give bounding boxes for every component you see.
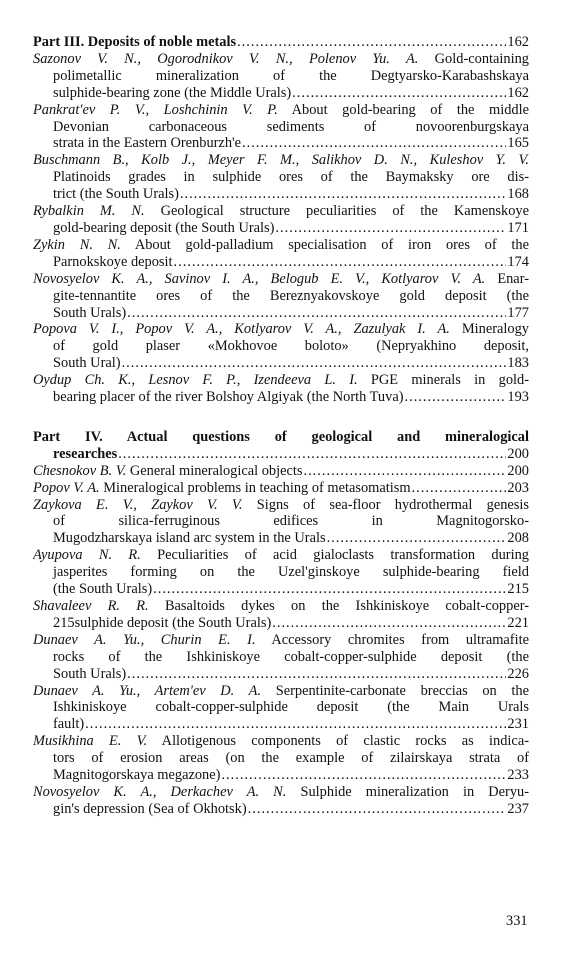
toc-entry[interactable] [33, 480, 529, 497]
entry-title-last-line: South Urals) [53, 304, 127, 321]
toc-entry[interactable] [33, 271, 529, 322]
entry-page-number: 215 [507, 581, 529, 598]
entry-title-last-line: strata in the Eastern Orenburzh'e [53, 135, 241, 152]
dot-leader [292, 85, 506, 102]
entry-page-number: 177 [507, 304, 529, 321]
dot-leader [412, 480, 507, 497]
entry-page-number: 226 [507, 665, 529, 682]
entry-title-line: Serpentinite-carbonate breccias on the [261, 682, 529, 699]
entry-title-line: Devonian carbonaceous sediments of novoorenburgskaya [53, 118, 529, 135]
entry-authors: Popova V. I., Popov V. A., Kotlyarov V. A., Zazulyak I. A. [33, 321, 450, 338]
entry-title-line: Ishkiniskoye cobalt-copper-sulphide deposit (the Main Urals [53, 699, 529, 716]
toc-entry[interactable] [33, 497, 529, 548]
page-number: 331 [506, 913, 528, 929]
dot-leader [237, 34, 506, 51]
entry-authors: Shavaleev R. R. [33, 598, 149, 614]
entry-authors: Novosyelov K. A., Derkachev A. N. [33, 783, 287, 800]
entry-title-line: About gold-bearing of the middle [277, 101, 529, 118]
entry-authors: Dunaev A. Yu., Artem'ev D. A. [33, 682, 262, 699]
toc-entry[interactable] [33, 321, 529, 372]
part-title: Part IV. Actual questions of geological and mineralogical [33, 428, 529, 445]
dot-leader [275, 220, 506, 237]
entry-authors: Popov V. A. [33, 479, 100, 496]
entry-title-last-line: South Urals) [53, 665, 127, 682]
entry-page-number: 200 [507, 462, 529, 479]
toc-entry[interactable] [33, 547, 529, 598]
entry-title-line: Allotigenous components of clastic rocks as indica- [147, 733, 529, 750]
toc-entry[interactable] [33, 102, 529, 153]
entry-page-number: 183 [507, 355, 529, 372]
entry-title-line: Peculiarities of acid gialoclasts transformation during [140, 547, 529, 564]
entry-title-line: About gold-palladium specialisation of iron ores of the [120, 236, 529, 253]
toc-entry[interactable] [33, 463, 529, 480]
entry-title-last-line: (the South Urals) [53, 581, 153, 598]
entry-title-line: Sulphide mineralization in Deryu- [286, 783, 529, 800]
entry-title-last-line: Magnitogorskaya megazone) [53, 767, 221, 784]
entry-authors: Novosyelov K. A., Savinov I. A., Belogub E. V., Kotlyarov V. A. [33, 270, 486, 287]
entry-authors: Oydup Ch. K., Lesnov F. P., Izendeeva L. I. [33, 372, 358, 389]
entry-title: General mineralogical objects [126, 462, 303, 479]
entry-title-line: Accessory chromites from ultramafite [255, 631, 529, 648]
entry-title-line: gite-tennantite ores of the Bereznyakovskoye gold deposit (the [53, 287, 529, 304]
dot-leader [242, 135, 506, 152]
part-heading [33, 34, 529, 51]
entry-title-line: Basaltoids dykes on the Ishkiniskoye cobalt-copper- [148, 598, 529, 614]
entry-title-last-line: Parnokskoye deposit [53, 253, 173, 270]
entry-title-line: Enar- [485, 270, 529, 287]
toc-entry[interactable] [33, 237, 529, 271]
part-page-number: 162 [507, 34, 529, 50]
table-of-contents [33, 34, 529, 818]
entry-title-last-line: fault) [53, 716, 85, 733]
dot-leader [303, 463, 506, 480]
dot-leader [174, 254, 507, 271]
dot-leader [405, 389, 507, 406]
entry-authors: Chesnokov B. V. [33, 462, 127, 479]
part-title-text: Part III. Deposits of noble metals [33, 34, 237, 50]
entry-page-number: 168 [507, 186, 529, 203]
dot-leader [127, 666, 506, 683]
entry-title-line: polimetallic mineralization of the Degtyarsko-Karabashskaya [53, 67, 529, 84]
toc-entry[interactable] [33, 733, 529, 784]
entry-authors: Buschmann B., Kolb J., Meyer F. M., Salikhov D. N., Kuleshov Y. V. [33, 152, 529, 169]
entry-authors: Pankrat'ev P. V., Loshchinin V. P. [33, 101, 278, 118]
entry-title-last-line: gin's depression (Sea of Okhotsk) [53, 800, 247, 817]
dot-leader [327, 530, 507, 547]
toc-entry[interactable] [33, 203, 529, 237]
dot-leader [248, 801, 507, 818]
entry-authors: Rybalkin M. N. [33, 203, 145, 220]
entry-title-line: rocks of the Ishkiniskoye cobalt-copper-sulphide deposit (the [53, 648, 529, 665]
entry-title-line: PGE minerals in gold- [357, 372, 529, 389]
dot-leader [221, 767, 506, 784]
entry-title-line: tors of erosion areas (on the example of zilairskaya strata of [53, 750, 529, 767]
part-heading [33, 429, 529, 463]
toc-entry[interactable] [33, 683, 529, 734]
dot-leader [118, 446, 506, 463]
toc-entry[interactable] [33, 372, 529, 406]
entry-title-line: Platinoids grades in sulphide ores of the Baymaksky ore dis- [53, 169, 529, 186]
toc-entry[interactable] [33, 152, 529, 203]
entry-title-line: Signs of sea-floor hydrothermal genesis [242, 496, 529, 513]
dot-leader [127, 305, 506, 322]
toc-entry[interactable] [33, 598, 529, 632]
entry-page-number: 171 [507, 219, 529, 236]
entry-title-line: of silica-ferruginous edifices in Magnitogorsko- [53, 513, 529, 530]
dot-leader [85, 716, 506, 733]
entry-page-number: 221 [507, 614, 529, 631]
part-page-number: 200 [507, 445, 529, 462]
entry-page-number: 231 [507, 716, 529, 733]
entry-authors: Sazonov V. N., Ogorodnikov V. N., Polenov Yu. A. [33, 50, 419, 67]
toc-entry[interactable] [33, 632, 529, 683]
entry-title-line: Mineralogy [449, 321, 529, 338]
entry-page-number: 203 [507, 479, 529, 496]
entry-title-last-line: trict (the South Urals) [53, 186, 179, 203]
entry-title-last-line: gold-bearing deposit (the South Urals) [53, 219, 275, 236]
entry-authors: Zaykova E. V., Zaykov V. V. [33, 496, 243, 513]
entry-title-line: Geological structure peculiarities of the Kamenskoye [144, 203, 529, 220]
entry-title-last-line: bearing placer of the river Bolshoy Algiyak (the North Tuva) [53, 389, 404, 406]
entry-authors: Dunaev A. Yu., Churin E. I. [33, 631, 256, 648]
entry-title-line: jasperites forming on the Uzel'ginskoye sulphide-bearing field [53, 564, 529, 581]
entry-authors: Zykin N. N. [33, 236, 121, 253]
entry-title-line: of gold plaser «Mokhovoe boloto» (Nepryakhino deposit, [53, 338, 529, 355]
entry-page-number: 174 [507, 253, 529, 270]
dot-leader [122, 355, 507, 372]
dot-leader [272, 615, 506, 632]
toc-entry[interactable] [33, 784, 529, 818]
entry-page-number: 237 [507, 800, 529, 817]
entry-authors: Ayupova N. R. [33, 547, 141, 564]
entry-title: Mineralogical problems in teaching of metasomatism [99, 479, 411, 496]
entry-title-line: Gold-containing [418, 50, 529, 67]
entry-title-last-line: South Ural) [53, 355, 121, 372]
entry-page-number: 233 [507, 767, 529, 784]
entry-page-number: 208 [507, 530, 529, 547]
entry-page-number: 165 [507, 135, 529, 152]
part-gap [33, 406, 529, 429]
entry-authors: Musikhina E. V. [33, 733, 148, 750]
dot-leader [153, 581, 506, 598]
entry-page-number: 162 [507, 84, 529, 101]
entry-page-number: 193 [507, 389, 529, 406]
part-title-text: researches [53, 445, 118, 462]
entry-title-last-line: Mugodzharskaya island arc system in the Urals [53, 530, 326, 547]
entry-title-last-line: 215sulphide deposit (the South Urals) [53, 614, 272, 631]
entry-title-last-line: sulphide-bearing zone (the Middle Urals) [53, 84, 292, 101]
toc-entry[interactable] [33, 51, 529, 102]
dot-leader [180, 186, 507, 203]
